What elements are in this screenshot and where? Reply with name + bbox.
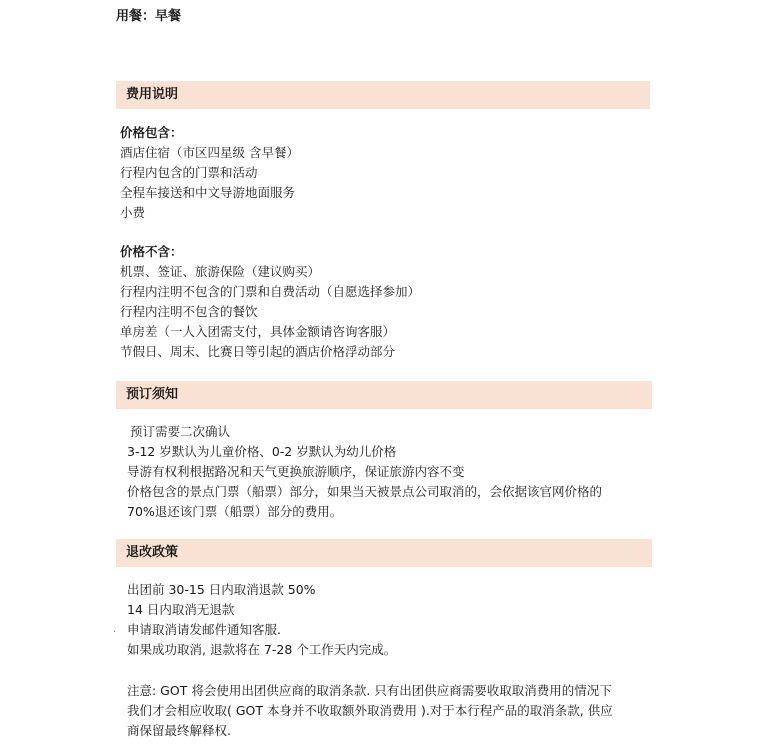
excluded-item: 单房差（一人入团需支付，具体金额请咨询客服） bbox=[120, 324, 396, 339]
fees-excluded bbox=[120, 242, 420, 362]
included-item: 酒店住宿（市区四星级 含早餐） bbox=[120, 145, 299, 160]
section-header-fees: 费用说明 bbox=[116, 81, 650, 109]
section-header-booking: 预订须知 bbox=[116, 381, 652, 409]
excluded-title: 价格不含： bbox=[120, 244, 183, 259]
note-line: 注意: GOT 将会使用出团供应商的取消条款. 只有出团供应商需要收取取消费用的情况下 bbox=[127, 683, 612, 698]
booking-line: 70%退还该门票（船票）部分的费用。 bbox=[127, 504, 343, 519]
meal-info: 用餐：早餐 bbox=[116, 9, 182, 24]
section-header-refund: 退改政策 bbox=[116, 539, 652, 567]
booking-line: 3-12 岁默认为儿童价格、0-2 岁默认为幼儿价格 bbox=[127, 444, 397, 459]
booking-line: 导游有权利根据路况和天气更换旅游顺序，保证旅游内容不变 bbox=[127, 464, 465, 479]
fees-included bbox=[120, 123, 299, 223]
booking-notes bbox=[127, 422, 602, 522]
refund-note bbox=[127, 681, 613, 741]
excluded-item: 行程内注明不包含的门票和自费活动（自愿选择参加） bbox=[120, 284, 421, 299]
note-line: 我们才会相应收取( GOT 本身并不收取额外取消费用 ).对于本行程产品的取消条款, 供应 bbox=[127, 703, 613, 718]
bullet-mark: · bbox=[113, 627, 117, 638]
booking-line: 价格包含的景点门票（船票）部分，如果当天被景点公司取消的，会依据该官网价格的 bbox=[127, 484, 603, 499]
included-item: 全程车接送和中文导游地面服务 bbox=[120, 185, 296, 200]
excluded-item: 节假日、周末、比赛日等引起的酒店价格浮动部分 bbox=[120, 344, 396, 359]
refund-line: 如果成功取消, 退款将在 7-28 个工作天内完成。 bbox=[127, 642, 397, 657]
included-item: 行程内包含的门票和活动 bbox=[120, 165, 258, 180]
included-item: 小费 bbox=[120, 205, 146, 220]
included-title: 价格包含： bbox=[120, 125, 183, 140]
refund-line: 14 日内取消无退款 bbox=[127, 602, 235, 617]
note-line: 商保留最终解释权. bbox=[127, 723, 231, 738]
refund-line: 申请取消请发邮件通知客服. bbox=[127, 622, 281, 637]
excluded-item: 行程内注明不包含的餐饮 bbox=[120, 304, 258, 319]
booking-line: 预订需要二次确认 bbox=[130, 424, 231, 439]
refund-line: 出团前 30-15 日内取消退款 50% bbox=[127, 582, 316, 597]
excluded-item: 机票、签证、旅游保险（建议购买） bbox=[120, 264, 321, 279]
refund-policy bbox=[127, 580, 396, 660]
